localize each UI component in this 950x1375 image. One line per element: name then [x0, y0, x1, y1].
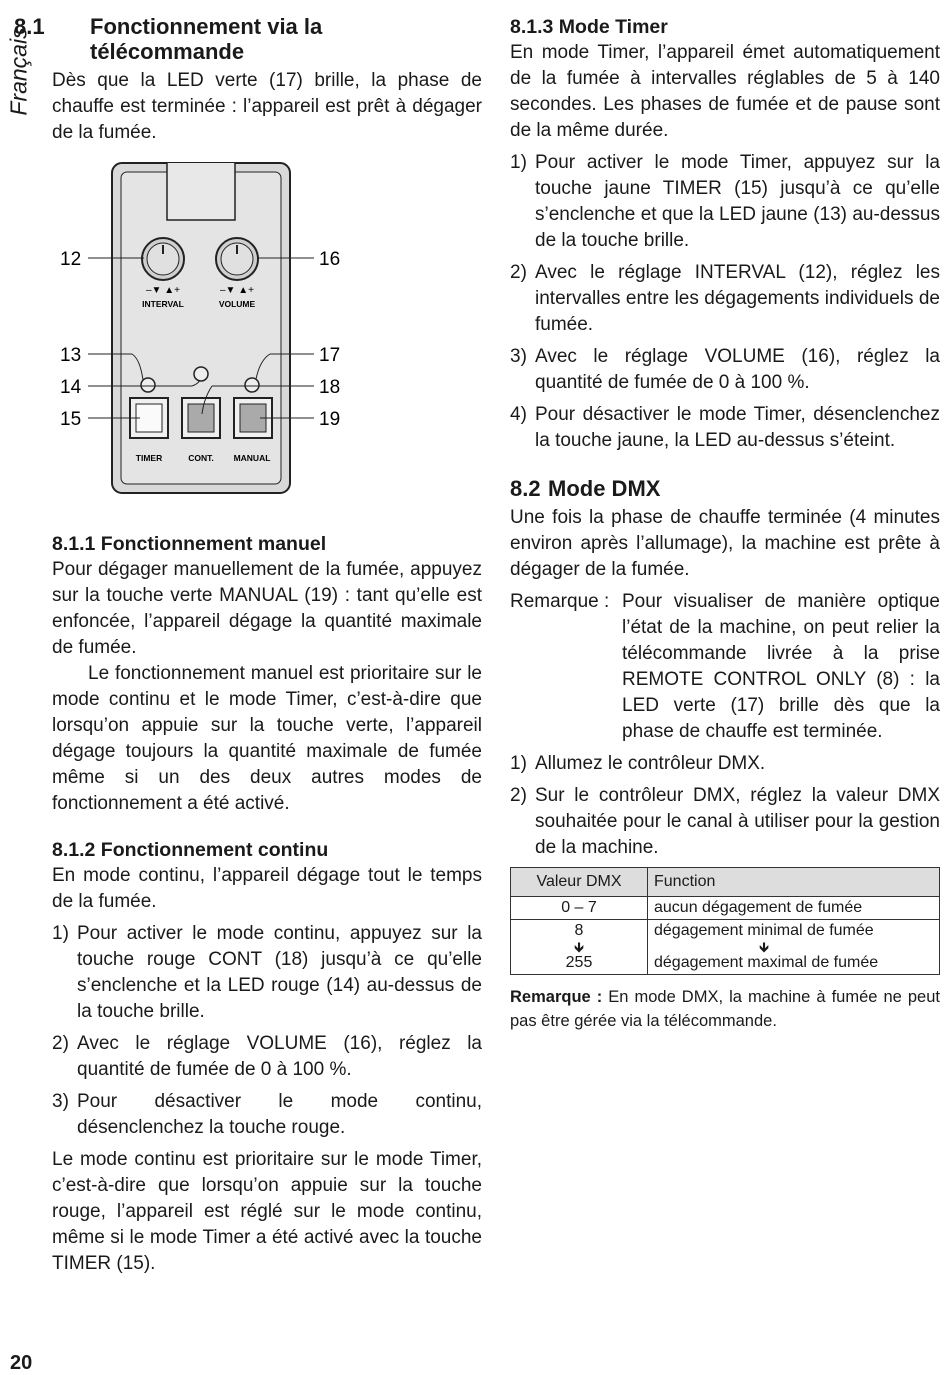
step-text: Pour désactiver le mode continu, désenclenchez la touche rouge.: [77, 1091, 482, 1138]
step-number: 1): [510, 753, 527, 774]
step-text: Avec le réglage VOLUME (16), réglez la quantité de fumée de 0 à 100 %.: [535, 346, 940, 393]
callout-19: 19: [319, 409, 341, 430]
table-cell: [511, 920, 648, 975]
section-8-2-title: Mode DMX: [548, 476, 661, 501]
list-item: [510, 260, 940, 338]
list-item: [52, 1031, 482, 1083]
step-text: Allumez le contrôleur DMX.: [535, 753, 766, 774]
ready-led: [245, 378, 259, 392]
section-8-1-title: Fonctionnement via la télécommande: [90, 14, 323, 64]
table-row: [511, 920, 940, 975]
cont-label: CONT.: [188, 453, 214, 463]
section-8-2-paragraph: Une fois la phase de chauffe terminée (4 minutes environ après l’allumage), la machine est prête à dégager de la fumée.: [510, 507, 940, 580]
callout-14: 14: [60, 377, 82, 398]
step-text: Pour activer le mode continu, appuyez sur la touche rouge CONT (18) jusqu’à ce qu’elle s’enclenche et la LED rouge (14) au-dessus de la touche brille.: [77, 923, 482, 1022]
step-number: 2): [510, 262, 527, 283]
function-max: dégagement maximal de fumée: [654, 954, 879, 971]
list-item: [510, 150, 940, 254]
arrow-down-icon: 🡻: [758, 939, 770, 955]
section-8-1-2-paragraph: En mode continu, l’appareil dégage tout le temps de la fumée.: [52, 865, 482, 912]
section-8-1-2-title: 8.1.2 Fonctionnement continu: [52, 839, 329, 861]
cont-button: [182, 398, 220, 438]
dmx-table: [510, 867, 940, 975]
step-number: 1): [510, 152, 527, 173]
section-8-1-paragraph: Dès que la LED verte (17) brille, la phase de chauffe est terminée : l’appareil est prêt à dégager de la fumée.: [52, 70, 482, 143]
timer-steps-list: [510, 150, 940, 454]
continuous-steps-list: [52, 921, 482, 1141]
dmx-note: [510, 985, 940, 1033]
list-item: [510, 751, 940, 777]
callout-13: 13: [60, 345, 82, 366]
callout-17: 17: [319, 345, 341, 366]
section-8-2-heading: [510, 476, 940, 501]
step-text: Pour activer le mode Timer, appuyez sur la touche jaune TIMER (15) jusqu’à ce qu’elle s’enclenche et que la LED jaune (13) au-dessus de la touche brille.: [535, 152, 940, 251]
table-cell: [648, 920, 940, 975]
dmx-value-max: 255: [565, 954, 593, 971]
note-label: Remarque :: [510, 988, 603, 1006]
manual-label: MANUAL: [233, 453, 271, 463]
section-8-1-heading: [14, 14, 482, 64]
language-label: Français: [5, 27, 32, 116]
step-number: 3): [52, 1091, 69, 1112]
section-8-1-1-paragraph-2: Le fonctionnement manuel est prioritaire sur le mode continu et le mode Timer, c’est-à-dire que lorsqu’on appuie sur la touche verte, l’appareil dégage toujours la quantité maximale de fumée même si un des deux autres modes de fonctionnement a été activé.: [52, 663, 482, 814]
step-number: 2): [510, 785, 527, 806]
remark-block: [510, 589, 940, 745]
step-text: Avec le réglage VOLUME (16), réglez la quantité de fumée de 0 à 100 %.: [77, 1033, 482, 1080]
list-item: [52, 1089, 482, 1141]
timer-led: [141, 378, 155, 392]
step-text: Pour désactiver le mode Timer, désenclenchez la touche jaune, la LED au-dessus s’éteint.: [535, 404, 940, 451]
remote-control-figure: [52, 162, 482, 517]
step-number: 2): [52, 1033, 69, 1054]
cont-led: [194, 367, 208, 381]
section-8-1-2-paragraph-2: Le mode continu est prioritaire sur le mode Timer, c’est-à-dire que lorsqu’on appuie sur la touche rouge, l’appareil est réglé sur le mode continu, même si le mode Timer a été activé avec la touche TIMER (15).: [52, 1149, 482, 1274]
interval-scale: –▼ ▲+: [146, 285, 180, 296]
callout-15: 15: [60, 409, 82, 430]
dmx-value-min: 8: [574, 922, 584, 939]
section-8-1-1-title: 8.1.1 Fonctionnement manuel: [52, 533, 327, 555]
volume-knob: [216, 238, 258, 280]
arrow-down-icon: 🡻: [573, 939, 585, 955]
callout-12: 12: [60, 249, 82, 270]
callout-18: 18: [319, 377, 341, 398]
table-cell: 0 – 7: [511, 897, 648, 920]
remote-control-drawing: [52, 162, 482, 517]
timer-label: TIMER: [135, 453, 163, 463]
remark-text: Pour visualiser de manière optique l’état de la machine, on peut relier la télécommande livrée à la prise REMOTE CONTROL ONLY (8) : la LED verte (17) brille dès que la phase de chauffe est terminée.: [622, 591, 940, 742]
section-8-1-1-paragraph-1: Pour dégager manuellement de la fumée, appuyez sur la touche verte MANUAL (19) : tant qu’elle est enfoncée, l’appareil dégage la quantité maximale de fumée.: [52, 559, 482, 658]
list-item: [510, 344, 940, 396]
section-8-1-3-title: 8.1.3 Mode Timer: [510, 16, 668, 38]
step-number: 1): [52, 923, 69, 944]
list-item: [510, 783, 940, 861]
column-header-function: Function: [648, 868, 940, 897]
right-column: [510, 14, 940, 1033]
column-header-value: Valeur DMX: [511, 868, 648, 897]
list-item: [52, 921, 482, 1025]
list-item: [510, 402, 940, 454]
section-8-2-number: 8.2: [510, 476, 541, 501]
callout-16: 16: [319, 249, 341, 270]
remark-label: Remarque :: [510, 591, 610, 612]
table-row: [511, 897, 940, 920]
dmx-steps-list: [510, 751, 940, 861]
volume-label: VOLUME: [218, 299, 256, 309]
page-number: 20: [10, 1352, 33, 1374]
volume-scale: –▼ ▲+: [220, 285, 254, 296]
function-min: dégagement minimal de fumée: [654, 922, 874, 939]
step-text: Sur le contrôleur DMX, réglez la valeur DMX souhaitée pour le canal à utiliser pour la gestion de la machine.: [535, 785, 940, 858]
interval-label: INTERVAL: [142, 299, 184, 309]
step-number: 4): [510, 404, 527, 425]
section-8-1-3-paragraph: En mode Timer, l’appareil émet automatiquement de la fumée à intervalles réglables de 5 à 140 secondes. Les phases de fumée et de pause sont de la même durée.: [510, 42, 940, 141]
step-number: 3): [510, 346, 527, 367]
table-cell: aucun dégagement de fumée: [648, 897, 940, 920]
interval-knob: [142, 238, 184, 280]
section-8-1-number: 8.1: [14, 14, 45, 39]
table-header-row: [511, 868, 940, 897]
step-text: Avec le réglage INTERVAL (12), réglez les intervalles entre les dégagements individuels de fumée.: [535, 262, 940, 335]
note-text: En mode DMX, la machine à fumée ne peut pas être gérée via la télécommande.: [510, 988, 940, 1030]
